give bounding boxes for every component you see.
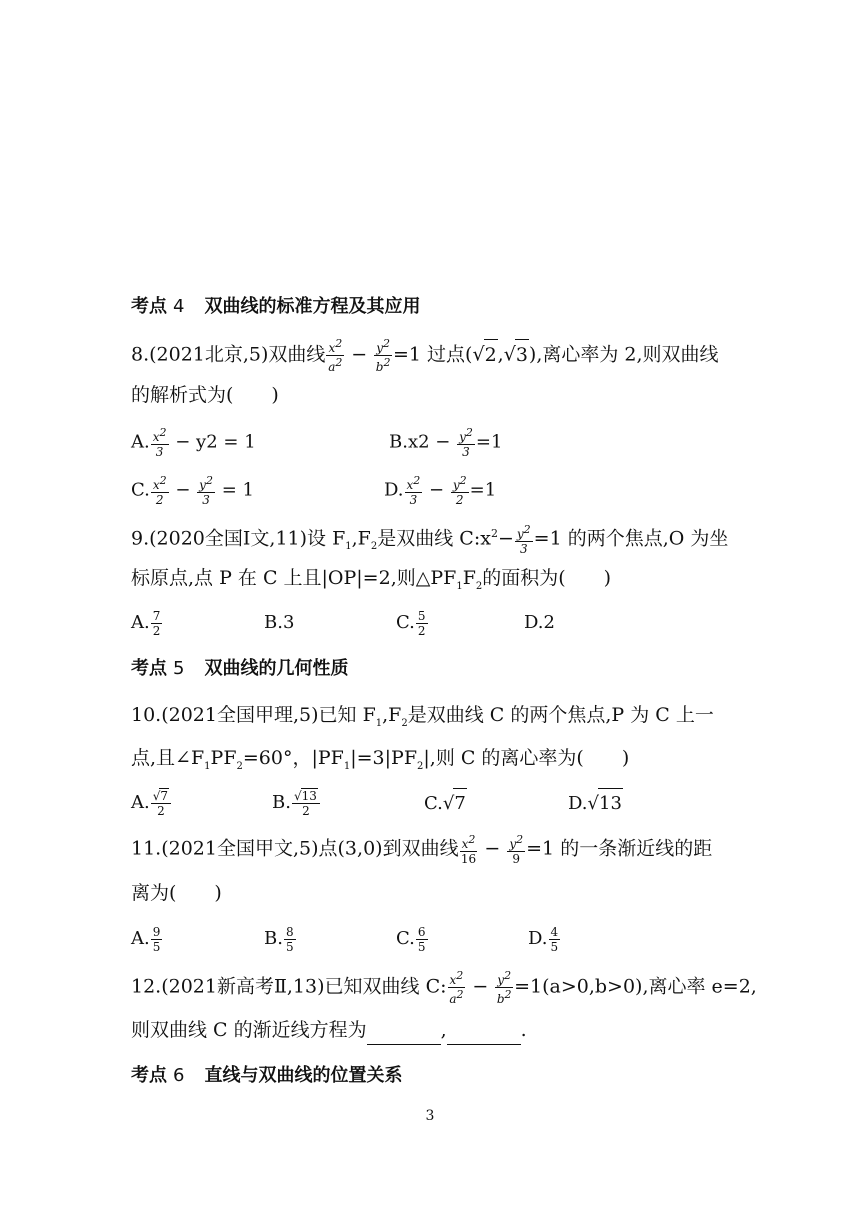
option-label: A.	[131, 792, 150, 813]
option-text: − y2 = 1	[175, 431, 256, 453]
question-text: 11.(2021全国甲文,5)点(3,0)到双曲线	[131, 837, 459, 860]
fraction: $\frac{9}{5}$	[152, 924, 161, 954]
question-11-line-2: 离为( )	[131, 882, 222, 904]
question-10-line-1: 10.(2021全国甲理,5)已知 $F_1,F_2$是双曲线 C 的两个焦点,P 为 C 上一	[131, 704, 714, 729]
option-label: C.	[396, 928, 415, 949]
option-9A	[131, 608, 163, 638]
question-text: 点,且∠F	[131, 747, 205, 769]
option-text: =1	[469, 479, 497, 501]
fraction: $\frac{y2}{9}$	[509, 833, 524, 866]
fraction: $\frac{6}{5}$	[417, 924, 426, 954]
option-8A	[131, 426, 256, 459]
fraction: $\frac{7}{2}$	[152, 608, 161, 638]
option-10D: D.√13	[568, 788, 623, 819]
question-9-line-1: 9.(2020全国Ⅰ文,11)设 $F_1,F_2$是双曲线 $C:x^2-$ $\frac{y2}{3}$ =1 的两个焦点,O 为坐	[131, 522, 729, 556]
option-8D: D. $\frac{x2}{3}$ − $\frac{y2}{2}$ =1	[384, 474, 497, 507]
section-heading-5	[131, 654, 348, 684]
option-label: C.	[131, 479, 150, 501]
page-number: 3	[425, 1108, 435, 1124]
heading-label: 考点	[131, 296, 167, 317]
option-11B	[264, 924, 297, 954]
fraction: $\frac{x2}{3}$	[406, 474, 421, 507]
fraction: $\frac{x2}{3}$	[152, 426, 167, 459]
heading-title: 双曲线的标准方程及其应用	[204, 296, 421, 317]
question-text: 是双曲线 C:x	[377, 527, 491, 550]
fraction: $\frac{4}{5}$	[550, 924, 559, 954]
question-text: |,则 C 的离心率为( )	[423, 747, 630, 769]
question-12-line-1: 12.(2021新高考Ⅱ,13)已知双曲线 C: $\frac{x2}{a2}$ − $\frac{y2}{b2}$ =1(a>0,b>0),离心率 e=2,	[131, 969, 757, 1006]
heading-label: 考点	[131, 658, 167, 679]
option-label: C.	[396, 612, 415, 633]
fraction: $\frac{y2}{b2}$	[375, 337, 391, 374]
question-text: 12.(2021新高考Ⅱ,13)已知双曲线 C:	[131, 975, 447, 998]
option-8C: C. $\frac{x2}{2}$ − $\frac{y2}{3}$ = 1	[131, 474, 254, 507]
question-10-line-2: 点,且$\angle F_1PF_2=60^\circ$，$|PF_1|=3|PF_2|$,则 C 的离心率为( )	[131, 747, 630, 772]
fraction: $\frac{x2}{a2}$	[449, 969, 464, 1006]
option-label: D.	[568, 793, 588, 814]
option-10A	[131, 788, 172, 818]
option-label: B.x2 −	[389, 431, 451, 453]
option-label: D.	[384, 479, 404, 501]
heading-label: 考点	[131, 1065, 167, 1086]
fraction: $\frac{8}{5}$	[285, 924, 294, 954]
question-8-line-1: 8.(2021北京,5)双曲线 $\frac{x2}{a2}$ − $\frac{y2}{b2}$ =1 过点(√2,√3),离心率为 2,则双曲线	[131, 337, 719, 374]
heading-number: 4	[173, 296, 185, 317]
option-9D: D.2	[524, 612, 555, 633]
option-label: A.	[131, 431, 150, 453]
question-text: =1(a>0,b>0),离心率 e=2,	[514, 975, 757, 998]
heading-number: 5	[173, 658, 185, 679]
question-text: 9.(2020全国Ⅰ文,11)设 F	[131, 527, 346, 550]
option-label: C.	[424, 793, 443, 814]
question-text: 标原点,点 P 在 C 上且|OP|=2,则△PF	[131, 567, 457, 589]
option-label: B.	[272, 792, 291, 813]
option-text: =1	[475, 431, 503, 453]
question-11-line-1: 11.(2021全国甲文,5)点(3,0)到双曲线 $\frac{x2}{16}$ − $\frac{y2}{9}$ =1 的一条渐近线的距	[131, 833, 713, 866]
fraction: $\frac{x2}{16}$	[460, 833, 477, 866]
option-10C: C.√7	[424, 788, 467, 819]
heading-title: 直线与双曲线的位置关系	[204, 1065, 403, 1086]
option-11D	[528, 924, 561, 954]
question-text: =60°，|PF	[242, 747, 344, 769]
option-label: A.	[131, 612, 150, 633]
question-text: =1 的一条渐近线的距	[526, 837, 713, 860]
separator: ,	[440, 1019, 447, 1041]
question-12-line-2	[131, 1015, 527, 1045]
fraction: $\frac{x2}{a2}$	[328, 337, 343, 374]
heading-title: 双曲线的几何性质	[204, 658, 349, 679]
question-text: =1 过点(	[393, 343, 473, 366]
fraction: $\frac{√13}{2}$	[292, 788, 320, 818]
question-text: ),离心率为 2,则双曲线	[528, 343, 719, 366]
answer-blank-1[interactable]	[367, 1026, 441, 1045]
fraction: $\frac{y2}{3}$	[199, 474, 213, 507]
option-label: D.	[528, 928, 548, 949]
answer-blank-2[interactable]	[447, 1026, 521, 1045]
question-text: =1 的两个焦点,O 为坐	[533, 527, 729, 550]
question-text: 10.(2021全国甲理,5)已知 F	[131, 704, 376, 726]
question-text: 是双曲线 C 的两个焦点,P 为 C 上一	[407, 704, 714, 726]
fraction: $\frac{y2}{2}$	[452, 474, 467, 507]
option-label: B.	[264, 928, 283, 949]
option-11C	[396, 924, 429, 954]
question-8-line-2: 的解析式为( )	[131, 384, 279, 406]
fraction: $\frac{y2}{b2}$	[496, 969, 512, 1006]
option-label: A.	[131, 928, 150, 949]
fraction: $\frac{x2}{2}$	[152, 474, 167, 507]
fraction: $\frac{y2}{3}$	[516, 522, 531, 556]
option-9C	[396, 608, 429, 638]
end-mark: .	[520, 1019, 527, 1041]
question-text: 的面积为( )	[482, 567, 612, 589]
fraction: $\frac{y2}{3}$	[459, 426, 473, 459]
fraction: $\frac{√7}{2}$	[151, 788, 171, 818]
option-8B	[389, 426, 502, 459]
heading-number: 6	[173, 1065, 185, 1086]
question-text: 则双曲线 C 的渐近线方程为	[131, 1019, 367, 1041]
option-10B	[272, 788, 321, 818]
option-text: = 1	[221, 479, 254, 501]
section-heading-4	[131, 292, 420, 322]
fraction: $\frac{5}{2}$	[417, 608, 426, 638]
question-9-line-2: 标原点,点 P 在 C 上且|OP|=2,则$\triangle PF_1F_2$的面积为( )	[131, 567, 612, 592]
section-heading-6	[131, 1061, 402, 1091]
option-11A	[131, 924, 163, 954]
option-9B: B.3	[264, 612, 295, 633]
question-text: 8.(2021北京,5)双曲线	[131, 343, 326, 366]
